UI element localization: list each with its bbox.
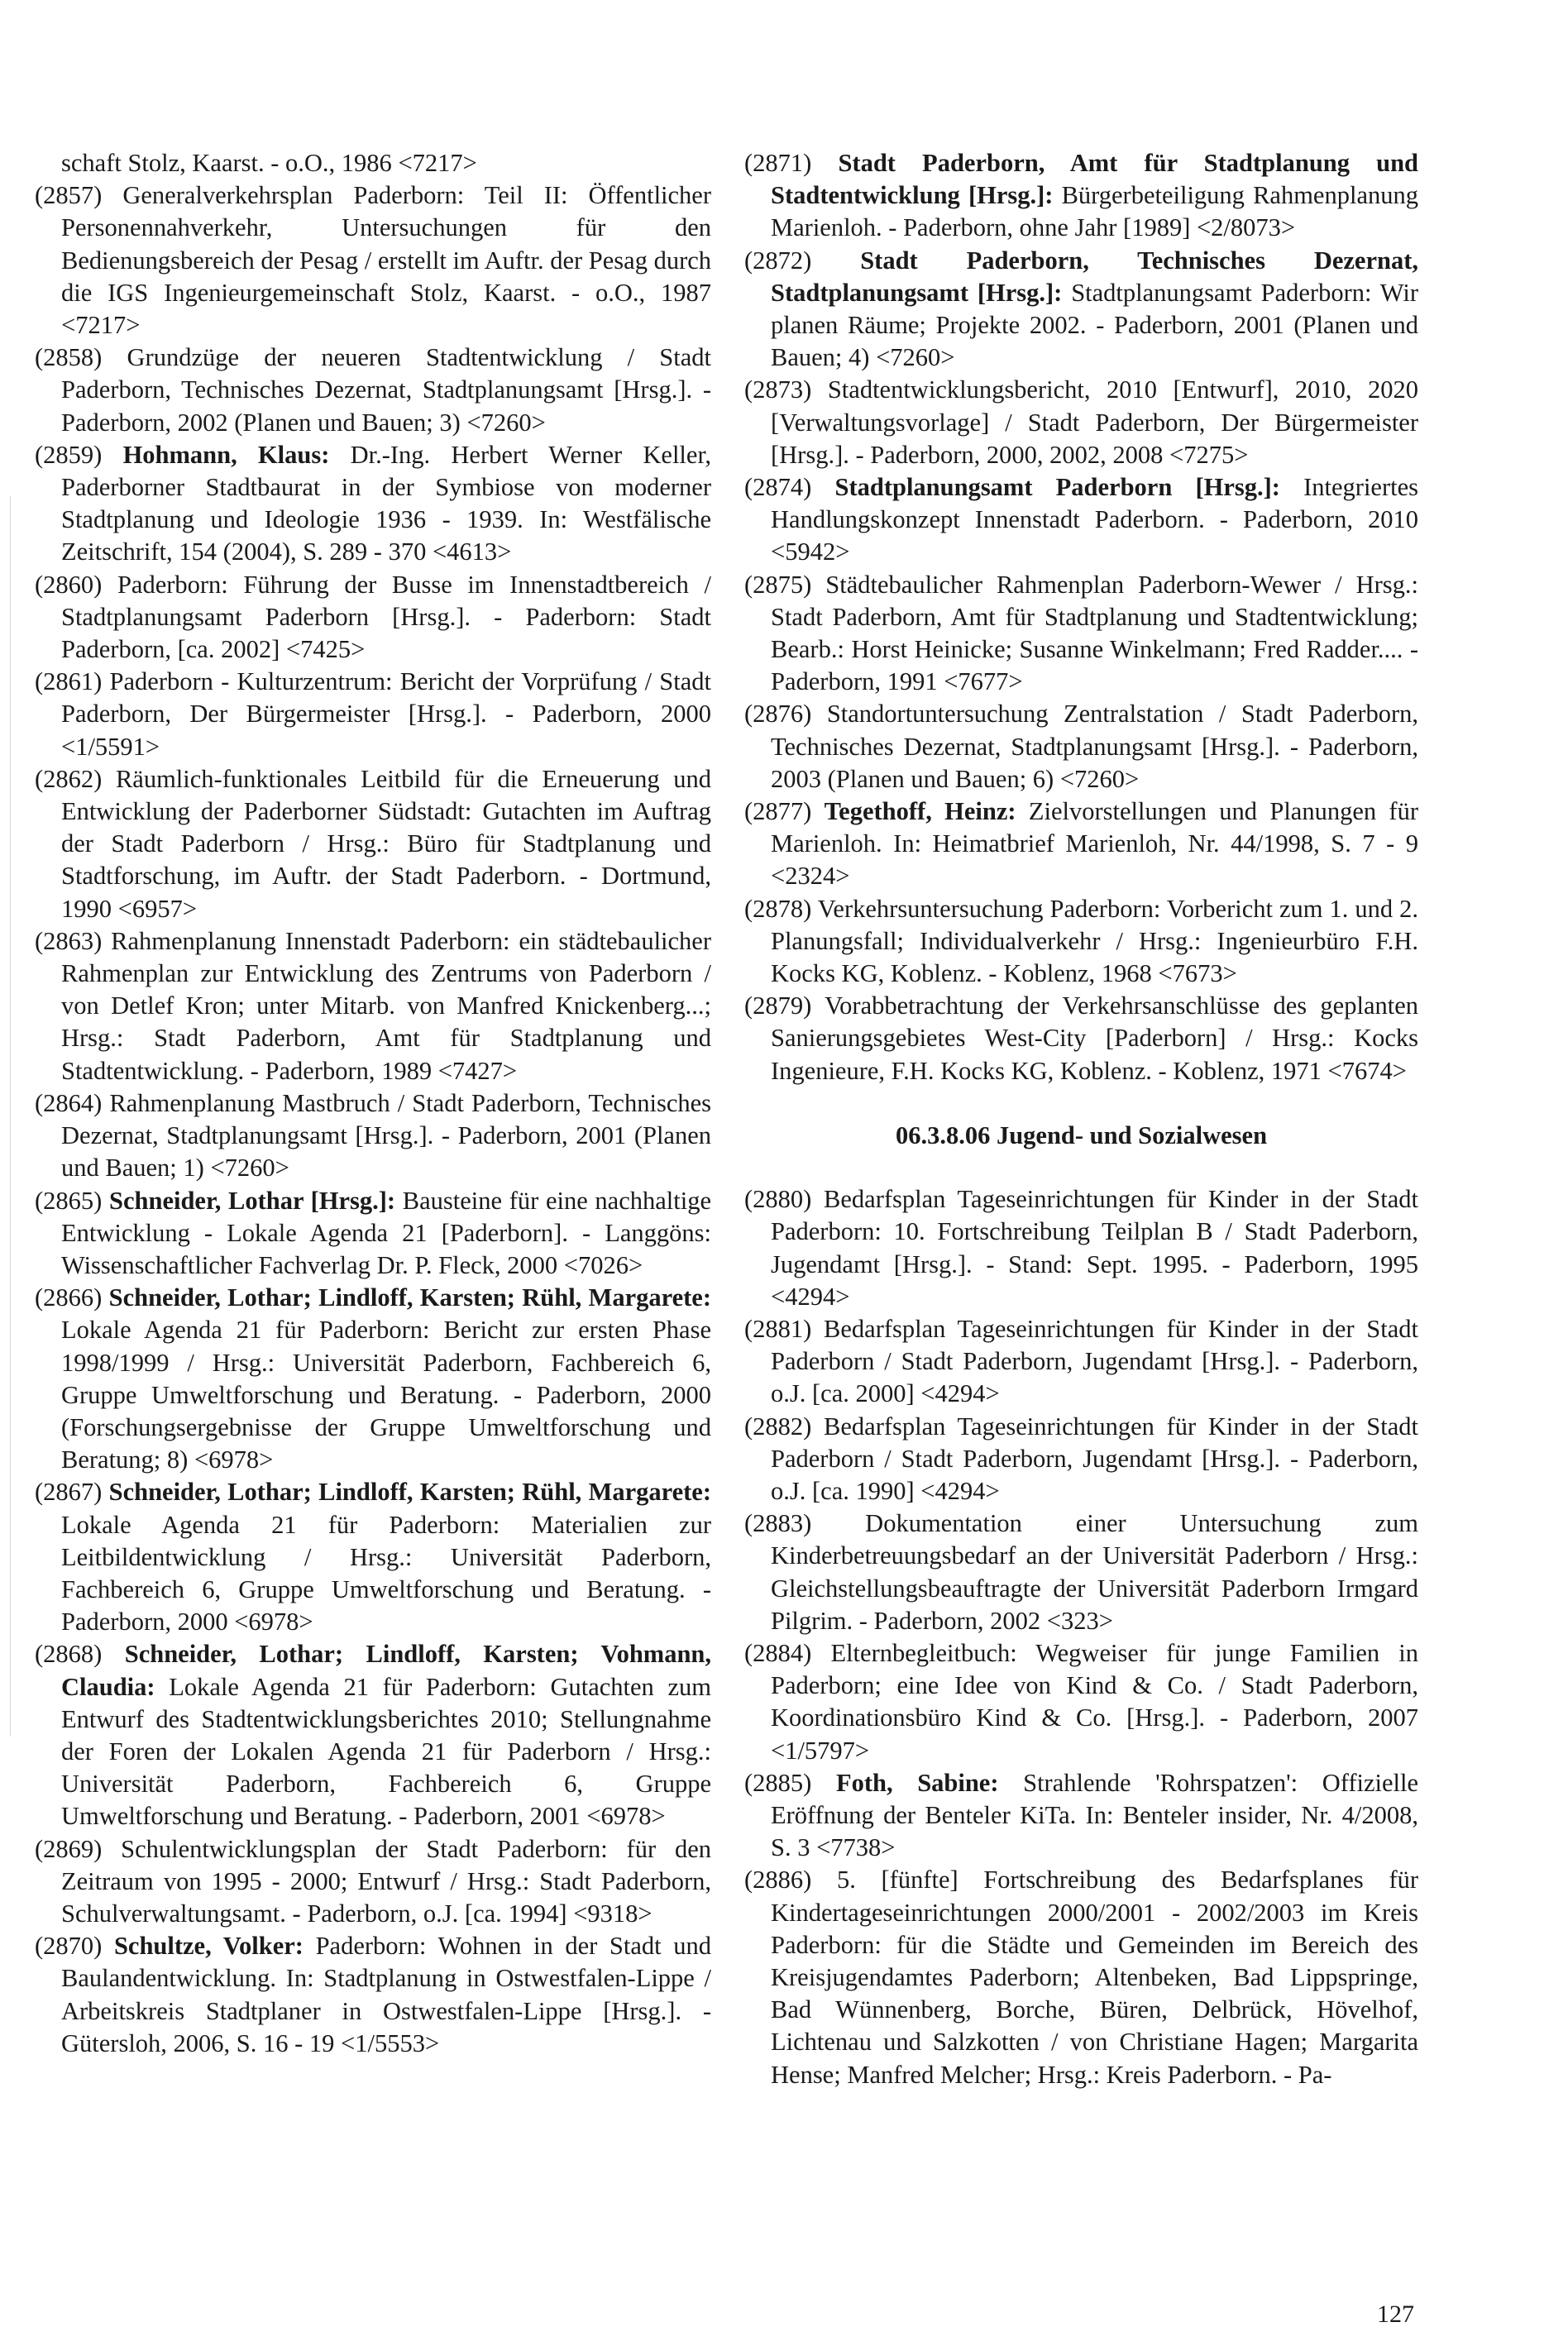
bibliography-entry (35, 569, 711, 667)
entry-number: (2878) (744, 894, 812, 923)
entry-number: (2867) (35, 1478, 103, 1507)
entry-number: (2857) (35, 181, 103, 210)
bibliography-entry (744, 1864, 1418, 2090)
entry-code: <7677> (944, 667, 1023, 696)
right-column-entries-top (744, 147, 1418, 1087)
entry-number: (2866) (35, 1283, 103, 1312)
entry-code: <7260> (210, 1154, 289, 1183)
entry-author: Stadt Paderborn, Technisches Dezernat, Stadtplanungsamt [Hrsg.]: (771, 246, 1418, 307)
entry-code: <1/5553> (341, 2028, 440, 2057)
bibliography-entry (35, 1930, 711, 2060)
entry-author: Schultze, Volker: (113, 1932, 304, 1961)
entry-number: (2858) (35, 343, 103, 372)
entry-number: (2861) (35, 667, 103, 696)
entry-text: Grundzüge der neueren Stadtentwicklung / Stadt Paderborn, Technisches Dezernat, Stadtplanungsamt [Hrsg.]. - Paderborn, 2002 (Planen und Bauen; 3) (61, 343, 712, 437)
entry-number: (2862) (35, 764, 103, 793)
entry-number: (2875) (744, 570, 812, 599)
entry-number: (2879) (744, 991, 812, 1020)
bibliography-entry (35, 1282, 711, 1476)
bibliography-entry (744, 471, 1418, 569)
entry-number: (2874) (744, 473, 812, 502)
page-number: 127 (1377, 2301, 1414, 2328)
entry-text: Paderborn: Wohnen in der Stadt und Baulandentwicklung. In: Stadtplanung in Ostwestfalen-Lippe / Arbeitskreis Stadtplaner in Ostwestfalen-Lippe [Hrsg.]. - Gütersloh, 2006, S. 16 - 19 (61, 1932, 711, 2057)
entry-text: Strahlende 'Rohrspatzen': Offizielle Eröffnung der Benteler KiTa. In: Benteler insider, Nr. 4/2008, S. 3 (771, 1768, 1418, 1862)
bibliography-entry (744, 569, 1418, 699)
entry-number: (2884) (744, 1638, 812, 1667)
entry-number: (2883) (744, 1509, 812, 1538)
entry-text: Dr.-Ing. Herbert Werner Keller, Paderborner Stadtbaurat in der Symbiose von moderner Stadtplanung und Ideologie 1936 - 1939. In: Westfälische Zeitschrift, 154 (2004), S. 289 - 370 (61, 440, 712, 566)
entry-number: (2880) (744, 1185, 812, 1214)
entry-text: Bedarfsplan Tageseinrichtungen für Kinder in der Stadt Paderborn / Stadt Paderborn, Jugendamt [Hrsg.]. - Paderborn, o.J. [ca. 2000] (771, 1314, 1419, 1408)
entry-author: Schneider, Lothar; Lindloff, Karsten; Rühl, Margarete: (108, 1478, 712, 1507)
entry-code: <7260> (466, 408, 546, 437)
entry-text: Elternbegleitbuch: Wegweiser für junge Familien in Paderborn; eine Idee von Kind & Co. / Stadt Paderborn, Koordinationsbüro Kind & Co. [Hrsg.]. - Paderborn, 2007 (771, 1638, 1418, 1732)
bibliography-entry (35, 763, 711, 925)
entry-text: Bedarfsplan Tageseinrichtungen für Kinder in der Stadt Paderborn: 10. Fortschreibung Teilplan B / Stadt Paderborn, Jugendamt [Hrsg.]. - Stand: Sept. 1995. - Paderborn, 1995 (771, 1185, 1419, 1278)
entry-author: Tegethoff, Heinz: (824, 797, 1016, 826)
entry-code: <4294> (771, 1282, 850, 1311)
entry-text: Rahmenplanung Innenstadt Paderborn: ein städtebaulicher Rahmenplan zur Entwicklung des Zentrums von Paderborn / von Detlef Kron; unter Mitarb. von Manfred Knickenberg...; Hrsg.: Stadt Paderborn, Amt für Stadtplanung und Stadtentwicklung. - Paderborn, 1989 (61, 926, 711, 1085)
entry-text: Schulentwicklungsplan der Stadt Paderborn: für den Zeitraum von 1995 - 2000; Entwurf / Hrsg.: Stadt Paderborn, Schulverwaltungsamt. - Paderborn, o.J. [ca. 1994] (61, 1834, 711, 1928)
entry-author: Foth, Sabine: (835, 1768, 999, 1797)
entry-author: Schneider, Lothar; Lindloff, Karsten; Vohmann, Claudia: (61, 1640, 711, 1701)
bibliography-entry (35, 1185, 711, 1283)
bibliography-entry (35, 342, 711, 439)
bibliography-entry (35, 147, 711, 179)
bibliography-entry (744, 1637, 1418, 1767)
bibliography-entry (744, 147, 1418, 245)
entry-text: Lokale Agenda 21 für Paderborn: Bericht zur ersten Phase 1998/1999 / Hrsg.: Universität Paderborn, Fachbereich 6, Gruppe Umweltforschung und Beratung. - Paderborn, 2000 (Forschungsergebnisse der Gruppe Umweltforschung und Beratung; 8) (61, 1316, 711, 1474)
entry-text: Rahmenplanung Mastbruch / Stadt Paderborn, Technisches Dezernat, Stadtplanungsamt [Hrsg.]. - Paderborn, 2001 (Planen und Bauen; 1) (61, 1088, 712, 1183)
bibliography-entry (744, 1767, 1418, 1865)
entry-code: <7217> (61, 311, 141, 340)
entry-number: (2886) (744, 1866, 812, 1894)
entry-text: Paderborn: Führung der Busse im Innenstadtbereich / Stadtplanungsamt Paderborn [Hrsg.]. - Paderborn: Stadt Paderborn, [ca. 2002] (61, 570, 711, 664)
entry-code: <4294> (920, 1379, 1000, 1408)
entry-number: (2872) (744, 246, 812, 275)
bibliography-entry (744, 1507, 1418, 1637)
section-heading: 06.3.8.06 Jugend- und Sozialwesen (895, 1120, 1268, 1149)
entry-text: Stadtentwicklungsbericht, 2010 [Entwurf], 2010, 2020 [Verwaltungsvorlage] / Stadt Paderborn, Der Bürgermeister [Hrsg.]. - Paderborn, 2000, 2002, 2008 (771, 375, 1419, 469)
entry-author: Stadtplanungsamt Paderborn [Hrsg.]: (834, 473, 1280, 502)
entry-code: <5942> (771, 538, 850, 566)
entry-code: <7674> (1327, 1056, 1407, 1085)
bibliography-entry (744, 990, 1418, 1087)
entry-text: Zielvorstellungen und Planungen für Marienloh. In: Heimatbrief Marienloh, Nr. 44/1998, S. 7 - 9 (771, 797, 1418, 858)
bibliography-entry (35, 1476, 711, 1638)
entry-number: (2865) (35, 1186, 103, 1215)
entry-text: Generalverkehrsplan Paderborn: Teil II: Öffentlicher Personennahverkehr, Untersuchungen für den Bedienungsbereich der Pesag / erstellt im Auftr. der Pesag durch die IGS Ingenieurgemeinschaft Stolz, Kaarst. - o.O., 1987 (61, 181, 712, 307)
entry-number: (2864) (35, 1088, 103, 1117)
entry-author: Hohmann, Klaus: (122, 440, 330, 469)
entry-code: <6978> (586, 1802, 666, 1831)
entry-code: <7673> (1158, 959, 1237, 988)
entry-number: (2869) (35, 1834, 103, 1863)
entry-code: <7427> (437, 1056, 518, 1085)
entry-author: Schneider, Lothar [Hrsg.]: (109, 1186, 396, 1215)
bibliography-entry (35, 439, 711, 569)
entry-number: (2876) (744, 700, 812, 729)
scan-edge-line (10, 496, 11, 1737)
entry-code: <9318> (573, 1899, 653, 1928)
left-column (35, 147, 711, 2060)
bibliography-entry (35, 1087, 711, 1185)
entry-text: Bürgerbeteiligung Rahmenplanung Marienloh. - Paderborn, ohne Jahr [1989] (771, 181, 1418, 242)
entry-number: (2860) (35, 570, 103, 599)
entry-code: <6978> (234, 1608, 313, 1636)
bibliography-entry (744, 1313, 1418, 1411)
entry-code: <6978> (194, 1445, 274, 1474)
entry-code: <7026> (563, 1250, 643, 1279)
entry-code: <7425> (285, 635, 366, 664)
entry-text: Paderborn - Kulturzentrum: Bericht der Vorprüfung / Stadt Paderborn, Der Bürgermeister [Hrsg.]. - Paderborn, 2000 (61, 667, 711, 729)
entry-code: <2324> (771, 862, 850, 891)
entry-code: <7738> (816, 1833, 896, 1862)
bibliography-entry (744, 796, 1418, 893)
entry-code: <1/5797> (771, 1736, 870, 1765)
entry-number: (2877) (744, 797, 812, 826)
entry-text: Verkehrsuntersuchung Paderborn: Vorbericht zum 1. und 2. Planungsfall; Individualverkehr / Hrsg.: Ingenieurbüro F.H. Kocks KG, Koblenz. - Koblenz, 1968 (771, 894, 1418, 988)
entry-number: (2870) (35, 1932, 103, 1961)
entry-code: <6957> (117, 894, 198, 923)
entry-text: Bedarfsplan Tageseinrichtungen für Kinder in der Stadt Paderborn / Stadt Paderborn, Jugendamt [Hrsg.]. - Paderborn, o.J. [ca. 1990] (771, 1412, 1419, 1505)
entry-text: Lokale Agenda 21 für Paderborn: Materialien zur Leitbildentwicklung / Hrsg.: Universität Paderborn, Fachbereich 6, Gruppe Umweltforschung und Beratung. - Paderborn, 2000 (61, 1510, 711, 1636)
entry-code: <323> (1046, 1606, 1113, 1635)
entry-author: Stadt Paderborn, Amt für Stadtplanung und Stadtentwicklung [Hrsg.]: (771, 149, 1418, 210)
entry-author: Schneider, Lothar; Lindloff, Karsten; Rühl, Margarete: (108, 1283, 712, 1312)
bibliography-entry (35, 1833, 711, 1931)
entry-code: <7217> (398, 149, 477, 177)
right-column-entries-bottom (744, 1183, 1418, 2091)
entry-number: (2873) (744, 375, 812, 404)
entry-number: (2859) (35, 440, 103, 469)
entry-text: Dokumentation einer Untersuchung zum Kinderbetreuungsbedarf an der Universität Paderborn / Hrsg.: Gleichstellungsbeauftragte der Universität Paderborn Irmgard Pilgrim. - Paderborn, 2002 (771, 1509, 1418, 1635)
entry-text: Bausteine für eine nachhaltige Entwicklung - Lokale Agenda 21 [Paderborn]. - Langgöns: Wissenschaftlicher Fachverlag Dr. P. Fleck, 2000 (61, 1186, 711, 1279)
bibliography-entry (744, 1183, 1418, 1313)
bibliography-entry (744, 1411, 1418, 1508)
entry-text: 5. [fünfte] Fortschreibung des Bedarfsplanes für Kindertageseinrichtungen 2000/2001 - 2002/2003 im Kreis Paderborn: für die Städte und Gemeinden im Bereich des Kreisjugendamtes Paderborn; Altenbeken, Bad Lippspringe, Bad Wünnenberg, Borche, Büren, Delbrück, Hövelhof, Lichtenau und Salzkotten / von Christiane Hagen; Margarita Hense; Manfred Melcher; Hrsg.: Kreis Paderborn. - Pa- (771, 1866, 1419, 2089)
bibliography-entry (744, 893, 1418, 991)
entry-number: (2863) (35, 926, 103, 955)
entry-code: <1/5591> (61, 732, 160, 761)
entry-text: Räumlich-funktionales Leitbild für die Erneuerung und Entwicklung der Paderborner Südstadt: Gutachten im Auftrag der Stadt Paderborn / Hrsg.: Büro für Stadtplanung und Stadtforschung, im Auftr. der Stadt Paderborn. - Dortmund, 1990 (61, 764, 711, 923)
entry-code: <4294> (920, 1476, 1000, 1505)
entry-text: schaft Stolz, Kaarst. - o.O., 1986 (61, 149, 399, 177)
entry-number: (2885) (744, 1768, 812, 1797)
entry-code: <4613> (432, 538, 512, 566)
bibliography-entry (35, 666, 711, 763)
entry-text: Städtebaulicher Rahmenplan Paderborn-Wewer / Hrsg.: Stadt Paderborn, Amt für Stadtplanung und Stadtentwicklung; Bearb.: Horst Heinicke; Susanne Winkelmann; Fred Radder.... - Paderborn, 1991 (771, 570, 1418, 696)
right-column (744, 147, 1418, 2091)
bibliography-entry (744, 245, 1418, 375)
entry-text: Vorabbetrachtung der Verkehrsanschlüsse des geplanten Sanierungsgebietes West-City [Paderborn] / Hrsg.: Kocks Ingenieure, F.H. Kocks KG, Koblenz. - Koblenz, 1971 (771, 991, 1418, 1085)
entry-text: Standortuntersuchung Zentralstation / Stadt Paderborn, Technisches Dezernat, Stadtplanungsamt [Hrsg.]. - Paderborn, 2003 (Planen und Bauen; 6) (771, 700, 1419, 793)
entry-number: (2868) (35, 1640, 103, 1669)
entry-text: Stadtplanungsamt Paderborn: Wir planen Räume; Projekte 2002. - Paderborn, 2001 (Planen und Bauen; 4) (771, 278, 1418, 372)
entry-number: (2881) (744, 1314, 812, 1343)
bibliography-entry (744, 698, 1418, 796)
entry-text: Integriertes Handlungskonzept Innenstadt Paderborn. - Paderborn, 2010 (771, 473, 1418, 534)
entry-code: <7260> (1059, 764, 1140, 793)
entry-text: Lokale Agenda 21 für Paderborn: Gutachten zum Entwurf des Stadtentwicklungsberichtes 2010; Stellungnahme der Foren der Lokalen Agenda 21 für Paderborn / Hrsg.: Universität Paderborn, Fachbereich 6, Gruppe Umweltforschung und Beratung. - Paderborn, 2001 (61, 1672, 711, 1831)
bibliography-entry (35, 1638, 711, 1832)
entry-number: (2871) (744, 149, 812, 177)
entry-code: <2/8073> (1196, 213, 1296, 242)
entry-number: (2882) (744, 1412, 812, 1441)
bibliography-entry (35, 925, 711, 1087)
entry-code: <7260> (876, 343, 955, 372)
bibliography-entry (744, 374, 1418, 471)
entry-code: <7275> (1169, 440, 1249, 469)
bibliography-entry (35, 179, 711, 342)
